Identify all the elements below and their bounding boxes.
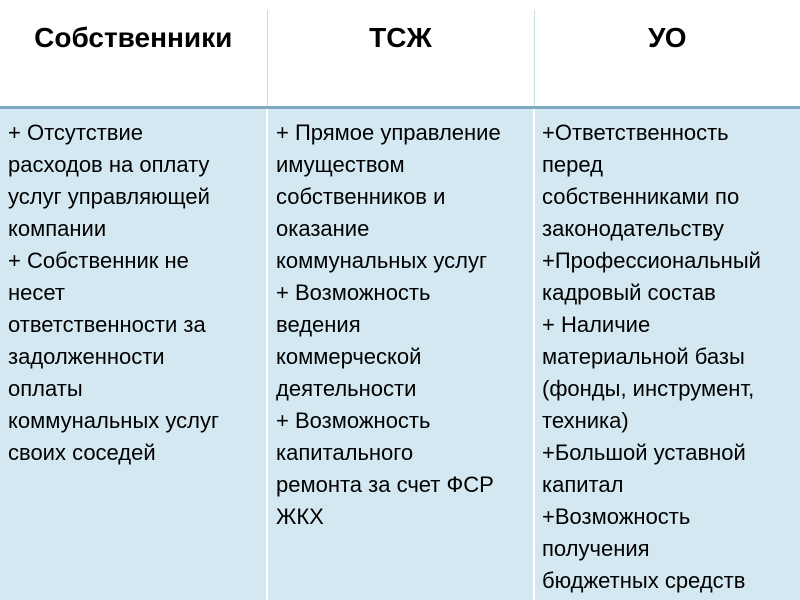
cell-line: +Ответственность xyxy=(542,119,729,145)
cell-line: расходов на оплату xyxy=(8,151,210,177)
cell-line: собственниками по xyxy=(542,183,740,209)
cell-line: + Возможность xyxy=(276,279,431,305)
cell-line: своих соседей xyxy=(8,439,156,465)
cell-hoa xyxy=(267,107,534,600)
cell-line: оплаты xyxy=(8,375,83,401)
header-hoa: ТСЖ xyxy=(267,10,534,107)
cell-line: ведения xyxy=(276,311,361,337)
cell-line: бюджетных средств xyxy=(542,567,746,593)
cell-owners xyxy=(0,107,267,600)
cell-line: оказание xyxy=(276,215,370,241)
cell-line: кадровый состав xyxy=(542,279,716,305)
header-owners: Собственники xyxy=(0,10,267,107)
cell-line: ответственности за xyxy=(8,311,206,337)
header-row xyxy=(0,10,800,107)
cell-line: + Наличие xyxy=(542,311,651,337)
cell-line: + Отсутствие xyxy=(8,119,144,145)
cell-line: компании xyxy=(8,215,107,241)
cell-line: +Профессиональный xyxy=(542,247,761,273)
cell-line: +Большой уставной xyxy=(542,439,746,465)
header-management-company: УО xyxy=(534,10,800,107)
cell-line: капитального xyxy=(276,439,414,465)
cell-line: + Прямое управление xyxy=(276,119,501,145)
cell-line: коммерческой xyxy=(276,343,422,369)
cell-line: +Возможность xyxy=(542,503,691,529)
cell-line: услуг управляющей xyxy=(8,183,210,209)
cell-line: несет xyxy=(8,279,65,305)
comparison-table xyxy=(0,10,800,600)
cell-line: получения xyxy=(542,535,650,561)
cell-line: техника) xyxy=(542,407,629,433)
cell-line: деятельности xyxy=(276,375,417,401)
cell-line: коммунальных услуг xyxy=(8,407,219,433)
cell-line: материальной базы xyxy=(542,343,745,369)
cell-line: задолженности xyxy=(8,343,165,369)
cell-line: капитал xyxy=(542,471,624,497)
cell-line: коммунальных услуг xyxy=(276,247,487,273)
body-row xyxy=(0,107,800,600)
cell-line: перед xyxy=(542,151,603,177)
cell-line: законодательству xyxy=(542,215,724,241)
cell-line: + Собственник не xyxy=(8,247,189,273)
cell-line: (фонды, инструмент, xyxy=(542,375,755,401)
cell-management-company xyxy=(534,107,800,600)
cell-line: собственников и xyxy=(276,183,446,209)
cell-line: ремонта за счет ФСР xyxy=(276,471,494,497)
cell-line: + Возможность xyxy=(276,407,431,433)
cell-line: ЖКХ xyxy=(276,503,324,529)
cell-line: имуществом xyxy=(276,151,405,177)
